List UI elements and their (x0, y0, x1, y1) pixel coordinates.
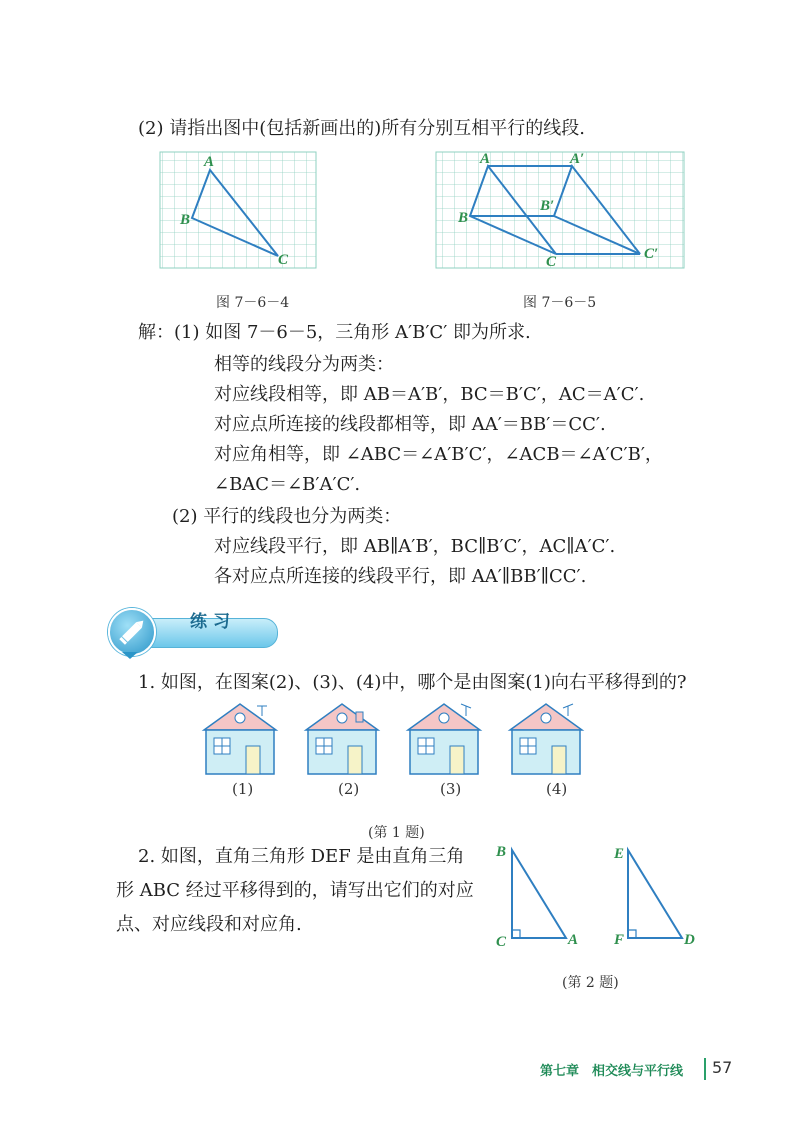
solution-line-1: 解：(1) 如图 7－6－5，三角形 A′B′C′ 即为所求. (138, 322, 531, 343)
solution-line-8: 对应线段平行，即 AB∥A′B′，BC∥B′C′，AC∥A′C′. (214, 536, 616, 557)
solution-line-6: ∠BAC＝∠B′A′C′. (214, 474, 361, 495)
label-a-prime: A′ (570, 151, 585, 167)
question-2-text: (2) 请指出图中(包括新画出的)所有分别互相平行的线段. (138, 118, 585, 139)
label-c: C (546, 254, 557, 270)
houses-figure (190, 700, 610, 780)
triangle-abc (512, 850, 566, 938)
label-a: A (568, 932, 579, 948)
solution-line-7: (2) 平行的线段也分为两类： (172, 506, 402, 527)
exercise-1-caption: (第 1 题) (368, 825, 425, 841)
footer-separator (704, 1058, 706, 1080)
right-angle-mark-f (628, 930, 636, 938)
practice-title: 练习 (190, 612, 236, 632)
house-2 (306, 704, 378, 774)
label-f: F (614, 932, 625, 948)
label-d: D (684, 932, 695, 948)
label-b: B (458, 210, 469, 226)
page-number: 57 (712, 1058, 733, 1077)
pencil-icon (108, 608, 156, 656)
solution-line-2: 相等的线段分为两类： (214, 354, 394, 375)
label-b: B (496, 844, 507, 860)
figure-7-6-5 (430, 148, 690, 272)
exercise-1-text: 1. 如图，在图案(2)、(3)、(4)中，哪个是由图案(1)向右平移得到的? (138, 672, 687, 693)
right-triangles-figure (486, 838, 706, 950)
house-label-3: (3) (440, 780, 462, 798)
house-1 (204, 704, 276, 774)
solution-line-3: 对应线段相等，即 AB＝A′B′，BC＝B′C′，AC＝A′C′. (214, 384, 645, 405)
figure-7-6-4 (150, 148, 330, 272)
solution-line-5: 对应角相等，即 ∠ABC＝∠A′B′C′，∠ACB＝∠A′C′B′， (214, 444, 663, 465)
footer-chapter: 第七章 相交线与平行线 (540, 1064, 684, 1079)
exercise-2-line-2: 形 ABC 经过平移得到的，请写出它们的对应 (116, 880, 474, 901)
house-3 (408, 704, 480, 774)
house-label-2: (2) (338, 780, 360, 798)
label-a: A (204, 154, 215, 170)
solution-line-4: 对应点所连接的线段都相等，即 AA′＝BB′＝CC′. (214, 414, 606, 435)
figure-7-6-4-caption: 图 7－6－4 (216, 295, 290, 311)
exercise-2-line-1: 2. 如图，直角三角形 DEF 是由直角三角 (138, 846, 465, 867)
label-b-prime: B′ (540, 198, 555, 214)
grid-background (160, 152, 316, 268)
label-b: B (180, 212, 191, 228)
solution-line-9: 各对应点所连接的线段平行，即 AA′∥BB′∥CC′. (214, 566, 587, 587)
right-angle-mark-c (512, 930, 520, 938)
figure-7-6-5-caption: 图 7－6－5 (523, 295, 597, 311)
triangle-def (628, 850, 682, 938)
practice-banner (104, 608, 278, 658)
house-label-1: (1) (232, 780, 254, 798)
banner-pointer (122, 652, 138, 659)
label-a: A (480, 151, 491, 167)
label-e: E (614, 846, 625, 862)
exercise-2-line-3: 点、对应线段和对应角. (116, 914, 302, 935)
exercise-2-caption: (第 2 题) (562, 975, 619, 991)
label-c: C (278, 252, 289, 268)
house-4 (510, 704, 582, 774)
label-c: C (496, 934, 507, 950)
house-label-4: (4) (546, 780, 568, 798)
label-c-prime: C′ (644, 246, 659, 262)
